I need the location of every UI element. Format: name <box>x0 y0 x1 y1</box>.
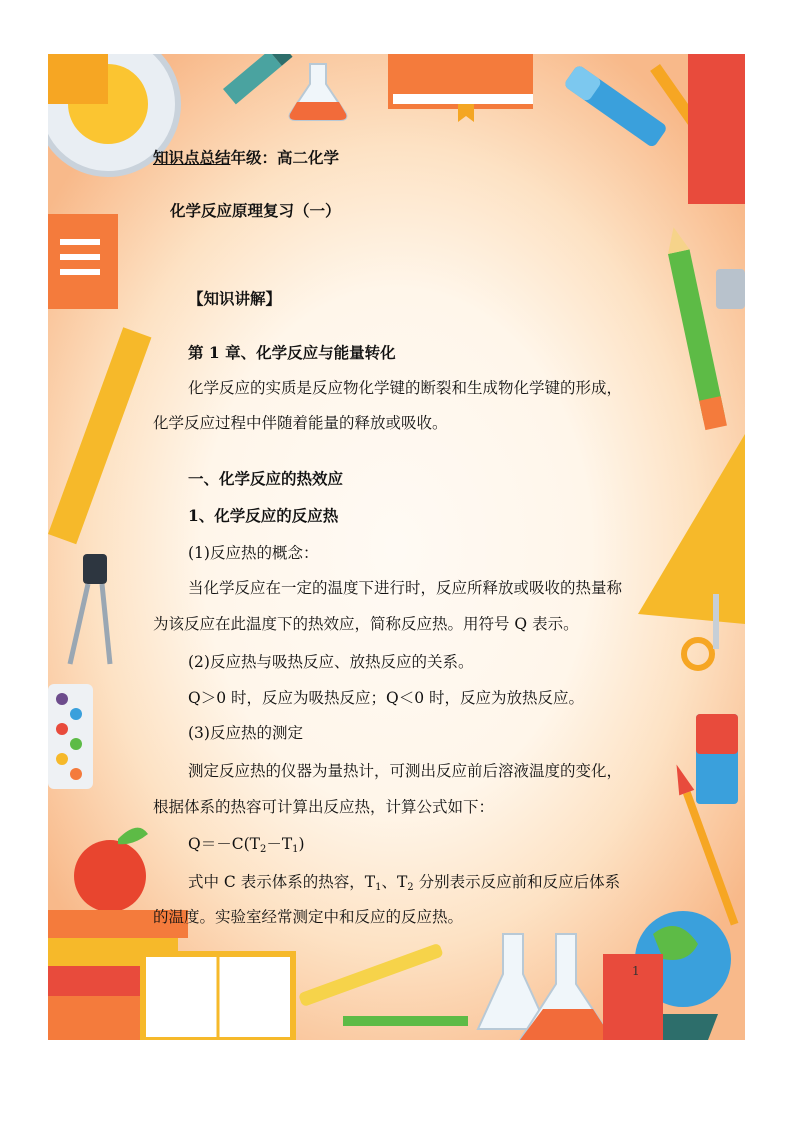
header-grade-text: 年级：高二化学 <box>230 148 340 167</box>
chapter-heading: 第 1 章、化学反应与能量转化 <box>188 343 396 362</box>
paragraph-3-line-1: 测定反应热的仪器为量热计，可测出反应前后溶液温度的变化， <box>188 762 623 780</box>
subsection-heading-1: 1、化学反应的反应热 <box>188 506 339 525</box>
p4-end: 分别表示反应前和反应后体系 <box>413 873 621 891</box>
paragraph-4-line-1 <box>188 872 620 892</box>
section-tag: 【知识讲解】 <box>188 289 282 308</box>
p4-sub-2: 2 <box>407 882 414 893</box>
document-title: 化学反应原理复习（一） <box>170 201 341 220</box>
formula-sub-2: 2 <box>259 844 267 855</box>
p4-start: 式中 C 表示体系的热容，T <box>188 873 376 891</box>
paragraph-4-line-2: 的温度。实验室经常测定中和反应的反应热。 <box>153 908 464 926</box>
paragraph-1-line-1: 当化学反应在一定的温度下进行时，反应所释放或吸收的热量称 <box>188 579 623 597</box>
intro-line-2: 化学反应过程中伴随着能量的释放或吸收。 <box>153 414 448 432</box>
formula-part-end: ) <box>298 835 305 853</box>
paragraph-2-heading: (2)反应热与吸热反应、放热反应的关系。 <box>188 653 474 671</box>
section-heading-1: 一、化学反应的热效应 <box>188 469 344 488</box>
paragraph-3-heading: (3)反应热的测定 <box>188 724 303 742</box>
page-number: 1 <box>632 964 640 978</box>
p4-sub-1: 1 <box>375 882 382 893</box>
paragraph-1-heading: (1)反应热的概念： <box>188 544 319 562</box>
formula-part-q: Q＝－C(T <box>188 835 260 853</box>
paragraph-2-body: Q＞0 时，反应为吸热反应；Q＜0 时，反应为放热反应。 <box>188 689 584 707</box>
heat-formula <box>188 834 305 854</box>
header-underlined-text: 知识点总结 <box>153 148 231 167</box>
paragraph-1-line-2: 为该反应在此温度下的热效应，简称反应热。用符号 Q 表示。 <box>153 615 579 633</box>
formula-sub-1: 1 <box>292 844 299 855</box>
intro-line-1: 化学反应的实质是反应物化学键的断裂和生成物化学键的形成， <box>188 379 623 397</box>
document-header <box>153 148 339 168</box>
p4-mid: 、T <box>381 873 408 891</box>
paragraph-3-line-2: 根据体系的热容可计算出反应热，计算公式如下： <box>153 798 495 816</box>
formula-part-minus: －T <box>266 835 293 853</box>
